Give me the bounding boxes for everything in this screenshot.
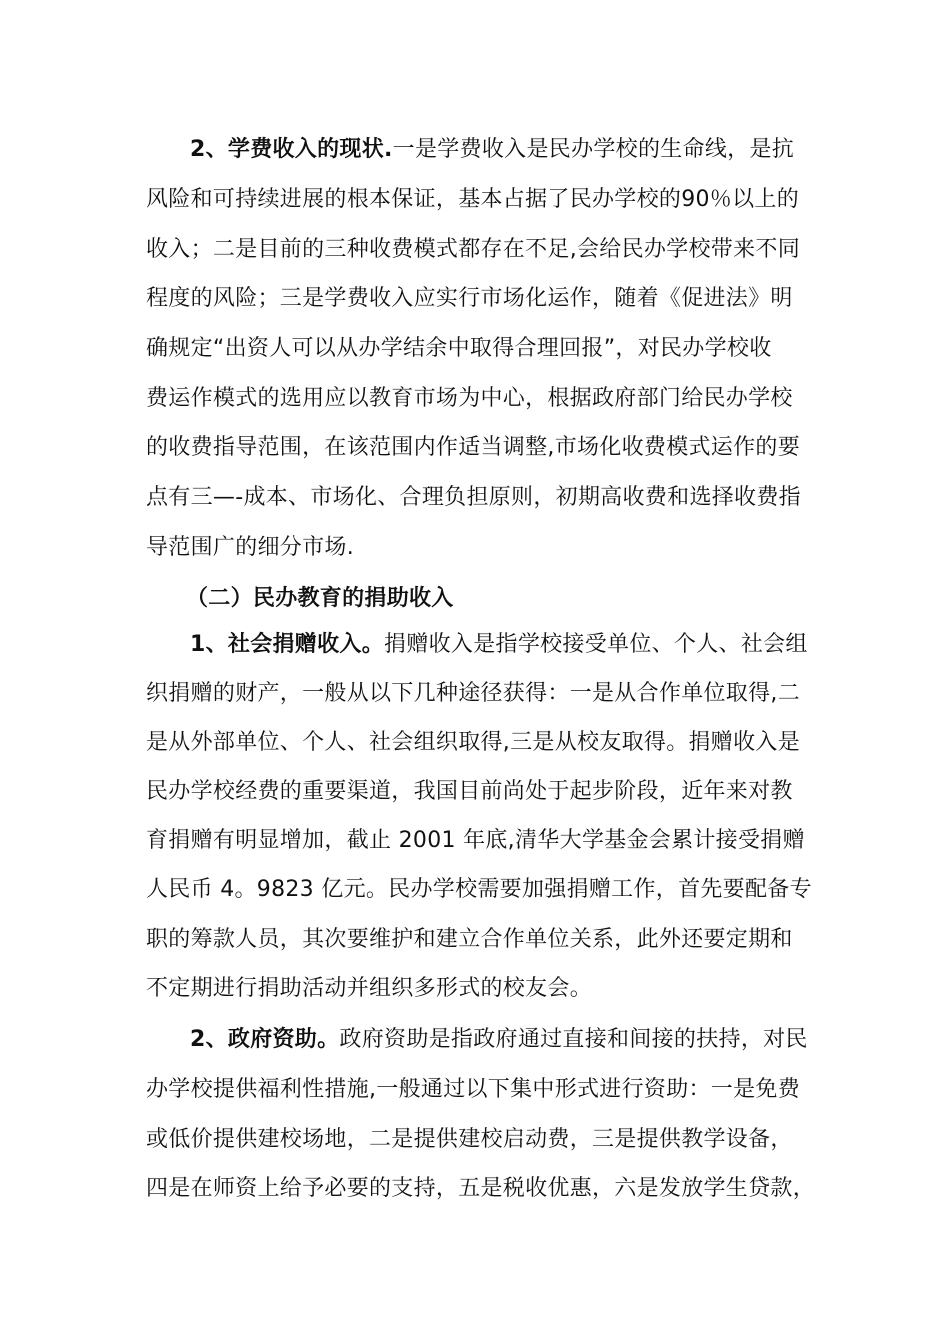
paragraph-line: 织捐赠的财产，一般从以下几种途径获得：一是从合作单位取得,二 xyxy=(146,681,800,706)
paragraph-line: 是从外部单位、个人、社会组织取得,三是从校友取得。捐赠收入是 xyxy=(146,730,800,755)
paragraph-text: 捐赠收入是指学校接受单位、个人、社会组 xyxy=(384,632,808,657)
paragraph-line xyxy=(190,1025,808,1055)
paragraph-line: 育捐赠有明显增加，截止 2001 年底,清华大学基金会累计接受捐赠 xyxy=(146,828,805,853)
paragraph-line: 点有三—-成本、市场化、合理负担原则，初期高收费和选择收费指 xyxy=(146,485,801,510)
section-heading: （二）民办教育的捐助收入 xyxy=(186,586,454,611)
paragraph-line: 不定期进行捐助活动并组织多形式的校友会。 xyxy=(146,976,593,1001)
paragraph-heading: 2、政府资助。 xyxy=(190,1027,340,1052)
paragraph-line: 民办学校经费的重要渠道，我国目前尚处于起步阶段，近年来对教 xyxy=(146,779,793,804)
paragraph-line xyxy=(190,135,794,165)
paragraph-line xyxy=(190,630,808,660)
paragraph-line: 的收费指导范围，在该范围内作适当调整,市场化收费模式运作的要 xyxy=(146,435,800,460)
paragraph-line: 四是在师资上给予必要的支持，五是税收优惠，六是发放学生贷款， xyxy=(146,1176,816,1201)
paragraph-line: 或低价提供建校场地，二是提供建校启动费，三是提供教学设备， xyxy=(146,1127,793,1152)
paragraph-heading: 1、社会捐赠收入。 xyxy=(190,632,385,657)
paragraph-text: 一是学费收入是民办学校的生命线，是抗 xyxy=(392,137,795,162)
paragraph-line: 程度的风险；三是学费收入应实行市场化运作，随着《促进法》明 xyxy=(146,286,793,311)
paragraph-line: 确规定“出资人可以从办学结余中取得合理回报”，对民办学校收 xyxy=(146,336,772,361)
paragraph-line: 导范围广的细分市场. xyxy=(146,535,354,560)
paragraph-line: 职的筹款人员，其次要维护和建立合作单位关系，此外还要定期和 xyxy=(146,927,793,952)
paragraph-line: 费运作模式的选用应以教育市场为中心，根据政府部门给民办学校 xyxy=(146,386,793,411)
paragraph-text: 政府资助是指政府通过直接和间接的扶持，对民 xyxy=(339,1027,808,1052)
paragraph-line: 收入；二是目前的三种收费模式都存在不足,会给民办学校带来不同 xyxy=(146,237,800,262)
paragraph-line: 风险和可持续进展的根本保证，基本占据了民办学校的90％以上的 xyxy=(146,187,799,212)
paragraph-heading: 2、学费收入的现状. xyxy=(190,137,393,162)
paragraph-line: 办学校提供福利性措施,一般通过以下集中形式进行资助：一是免费 xyxy=(146,1077,800,1102)
paragraph-line: 人民币 4。9823 亿元。民办学校需要加强捐赠工作，首先要配备专 xyxy=(146,877,812,902)
